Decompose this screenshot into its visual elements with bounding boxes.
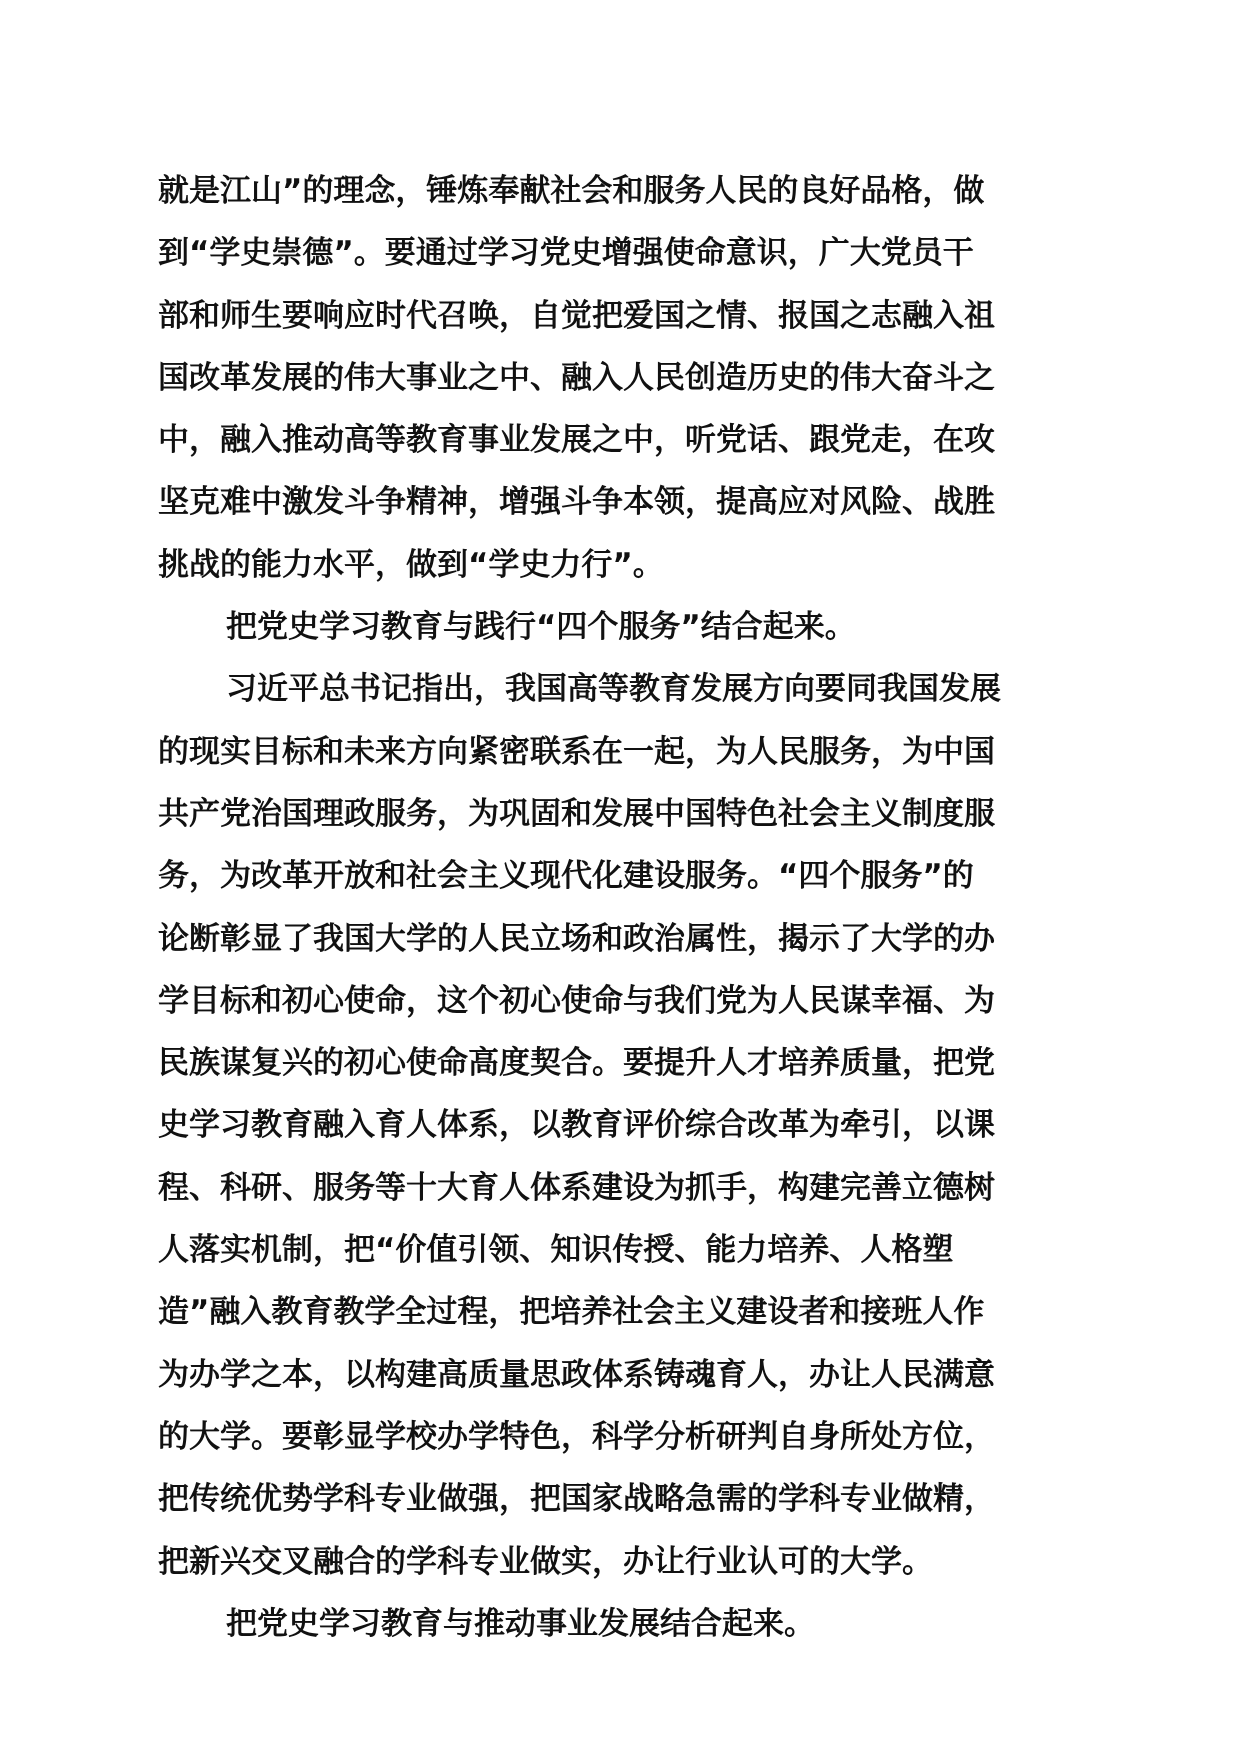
section-heading: 把党史学习教育与推动事业发展结合起来。 [226, 1605, 815, 1642]
text-line: 挑战的能力水平，做到“学史力行”。 [158, 546, 664, 583]
text-line: 造”融入教育教学全过程，把培养社会主义建设者和接班人作 [158, 1294, 985, 1331]
text-line: 史学习教育融入育人体系，以教育评价综合改革为牵引，以课 [158, 1107, 995, 1144]
text-line: 部和师生要响应时代召唤，自觉把爱国之情、报国之志融入祖 [158, 297, 995, 334]
text-line: 的现实目标和未来方向紧密联系在一起，为人民服务，为中国 [158, 733, 995, 770]
paragraph-start-line: 习近平总书记指出，我国高等教育发展方向要同我国发展 [226, 671, 1001, 708]
text-line: 人落实机制，把“价值引领、知识传授、能力培养、人格塑 [158, 1232, 954, 1269]
body-text [158, 160, 1070, 1655]
text-line: 程、科研、服务等十大育人体系建设为抓手，构建完善立德树 [158, 1169, 995, 1206]
text-line: 学目标和初心使命，这个初心使命与我们党为人民谋幸福、为 [158, 982, 995, 1019]
text-line: 把传统优势学科专业做强，把国家战略急需的学科专业做精， [158, 1481, 995, 1518]
text-line: 务，为改革开放和社会主义现代化建设服务。“四个服务”的 [158, 858, 974, 895]
text-line: 共产党治国理政服务，为巩固和发展中国特色社会主义制度服 [158, 795, 995, 832]
text-line: 民族谋复兴的初心使命高度契合。要提升人才培养质量，把党 [158, 1045, 995, 1082]
text-line: 把新兴交叉融合的学科专业做实，办让行业认可的大学。 [158, 1543, 933, 1580]
text-line: 论断彰显了我国大学的人民立场和政治属性，揭示了大学的办 [158, 920, 995, 957]
text-line: 为办学之本，以构建高质量思政体系铸魂育人，办让人民满意 [158, 1356, 995, 1393]
text-line: 坚克难中激发斗争精神，增强斗争本领，提高应对风险、战胜 [158, 484, 995, 521]
text-line: 中，融入推动高等教育事业发展之中，听党话、跟党走，在攻 [158, 422, 995, 459]
text-line: 的大学。要彰显学校办学特色，科学分析研判自身所处方位， [158, 1418, 995, 1455]
text-line: 国改革发展的伟大事业之中、融入人民创造历史的伟大奋斗之 [158, 359, 995, 396]
text-line: 到“学史崇德”。要通过学习党史增强使命意识，广大党员干 [158, 235, 974, 272]
text-line: 就是江山”的理念，锤炼奉献社会和服务人民的良好品格，做 [158, 173, 985, 209]
section-heading: 把党史学习教育与践行“四个服务”结合起来。 [226, 609, 856, 646]
